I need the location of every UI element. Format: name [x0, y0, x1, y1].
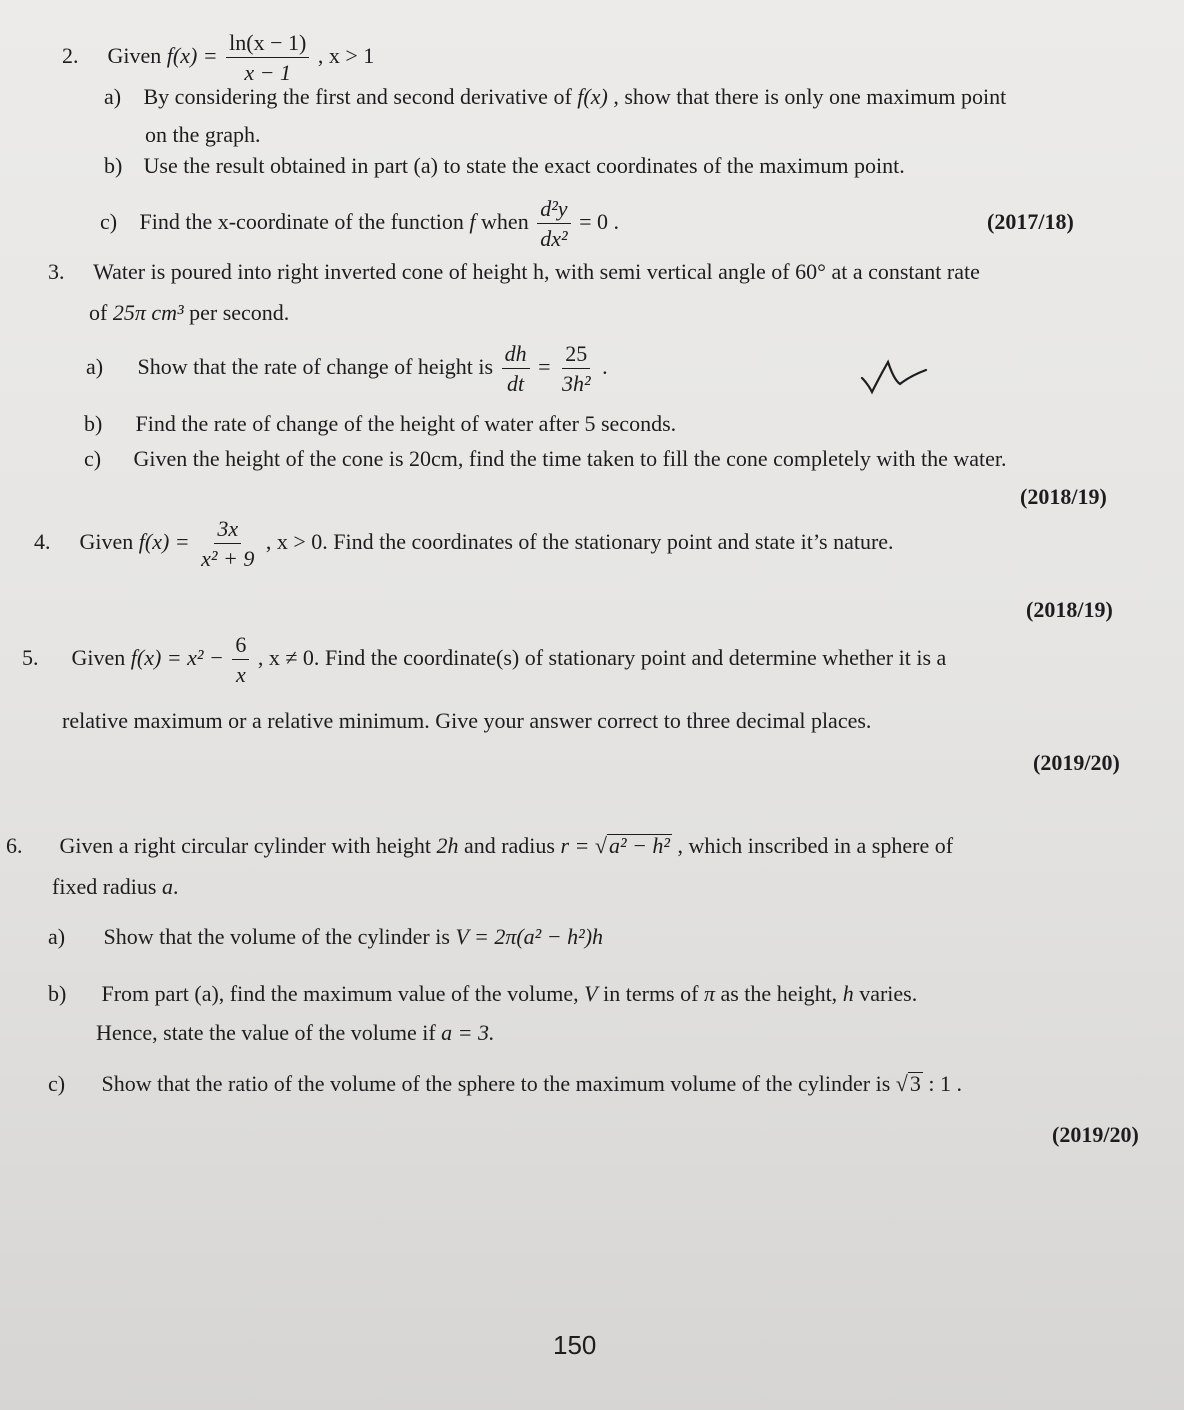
q2-stem — [62, 30, 374, 86]
q6c-label: c) — [48, 1071, 66, 1096]
q4-stem — [34, 516, 894, 572]
q2a — [104, 86, 1006, 108]
q3-text-end: at a constant rate — [831, 259, 980, 284]
q3a-numerator: dh — [502, 341, 530, 369]
q6-and-radius: and radius — [463, 833, 555, 858]
q6-number: 6. — [6, 833, 23, 858]
q3a-label: a) — [86, 353, 104, 379]
q6-a: a — [161, 874, 173, 899]
q2-fraction — [226, 30, 309, 86]
q2c — [100, 196, 619, 252]
q6c-sqrt-sign: √ — [895, 1071, 908, 1096]
q6b-as-height: as the height, — [720, 981, 838, 1006]
q5-number: 5. — [22, 644, 39, 670]
q3-of: of — [89, 300, 108, 325]
q2-given: Given — [107, 42, 162, 68]
q5-text: Find the coordinate(s) of stationary point and determine whether it is a — [324, 644, 947, 670]
q3-rate: 25π cm³ — [112, 300, 184, 325]
q6-stem — [6, 834, 953, 857]
q3a-end: . — [602, 353, 608, 379]
handwritten-tick-mark — [858, 354, 930, 396]
q5-stem — [22, 632, 946, 688]
q4-fraction — [198, 516, 257, 572]
q3c-text: Given the height of the cone is 20cm, find the time taken to fill the cone completely with the water. — [133, 446, 1007, 471]
q2-numerator: ln(x − 1) — [226, 30, 309, 58]
q6-stem-cont — [52, 876, 178, 898]
q6-dot: . — [172, 874, 179, 899]
q2c-equals: = 0 . — [579, 208, 619, 234]
q3a-numerator-2: 25 — [562, 341, 590, 369]
q4-numerator: 3x — [214, 516, 241, 544]
q3a-fraction-1 — [502, 341, 530, 397]
q6b-varies: varies. — [859, 981, 918, 1006]
q6b-cont — [96, 1022, 495, 1044]
q2-year: (2017/18) — [987, 209, 1074, 234]
q3-per-second: per second. — [189, 300, 290, 325]
q2c-text: Find the x-coordinate of the function — [139, 208, 464, 234]
q3b-label: b) — [84, 411, 103, 436]
q4-given: Given — [79, 528, 134, 554]
q3b-text: Find the rate of change of the height of water after 5 seconds. — [135, 411, 677, 436]
q5-stem-cont: relative maximum or a relative minimum. Give your answer correct to three decimal places. — [62, 708, 872, 733]
q6-height: 2h — [436, 833, 459, 858]
q2a-text: By considering the first and second derivative of — [143, 84, 572, 109]
q6b-h: h — [842, 981, 854, 1006]
q2c-label: c) — [100, 208, 118, 234]
q2c-f: f — [469, 208, 476, 234]
q6c-sqrt-value: 3 — [909, 1071, 921, 1096]
q4-fx: f(x) = — [138, 528, 190, 554]
q6b-pi: π — [703, 981, 715, 1006]
q2b-text: Use the result obtained in part (a) to state the exact coordinates of the maximum point. — [143, 153, 905, 178]
q2c-denominator: dx² — [540, 226, 568, 252]
q5-numerator: 6 — [232, 632, 249, 660]
q4-denominator: x² + 9 — [201, 546, 255, 572]
q3c-label: c) — [84, 446, 102, 471]
q2b-label: b) — [104, 153, 123, 178]
q2c-when: when — [481, 208, 529, 234]
q5-given: Given — [71, 644, 126, 670]
q6-sqrt-expression: a² − h² — [608, 833, 671, 858]
q3-angle: 60° — [795, 259, 826, 284]
q2-condition: , x > 1 — [317, 42, 375, 68]
q6-text: Given a right circular cylinder with height — [59, 833, 431, 858]
q4-condition: , x > 0 — [265, 528, 323, 554]
q6-fixed-radius: fixed radius — [52, 874, 157, 899]
q3a-text: Show that the rate of change of height is — [137, 353, 494, 379]
q5-fraction — [232, 632, 249, 688]
q6b — [48, 983, 917, 1005]
q3-text: Water is poured into right inverted cone of height h, with semi vertical angle of — [93, 259, 790, 284]
q6c-text: Show that the ratio of the volume of the sphere to the maximum volume of the cylinder is — [101, 1071, 891, 1096]
q6b-label: b) — [48, 981, 67, 1006]
q2a-text-end: , show that there is only one maximum point — [613, 84, 1007, 109]
q2c-fraction — [537, 196, 570, 252]
q5-condition: , x ≠ 0. — [257, 644, 320, 670]
q5-denominator: x — [235, 662, 246, 688]
q3-stem-cont — [89, 302, 289, 324]
q6-r-equals: r = — [560, 833, 590, 858]
q3a-fraction-2 — [559, 341, 594, 397]
q6c-ratio: : 1 . — [928, 1071, 962, 1096]
q2-denominator: x − 1 — [244, 60, 292, 86]
q6a — [48, 926, 603, 948]
q3-stem — [48, 261, 980, 283]
q6b-v: V — [584, 981, 598, 1006]
page-number: 150 — [553, 1330, 597, 1360]
q6a-label: a) — [48, 924, 66, 949]
q3b — [84, 413, 676, 435]
q4-year: (2018/19) — [1026, 597, 1113, 622]
q6b-condition: a = 3. — [441, 1020, 495, 1045]
q2-number: 2. — [62, 42, 79, 68]
q5-fx: f(x) = x² − — [130, 644, 224, 670]
q3a-denominator-2: 3h² — [562, 371, 591, 397]
q3-number: 3. — [48, 259, 65, 284]
q6a-text: Show that the volume of the cylinder is — [103, 924, 450, 949]
q3a — [86, 341, 608, 397]
q6b-hence: Hence, state the value of the volume if — [96, 1020, 436, 1045]
q6a-formula: V = 2π(a² − h²)h — [455, 924, 604, 949]
q4-number: 4. — [34, 528, 51, 554]
q3-year: (2018/19) — [1020, 484, 1107, 509]
q2a-fx: f(x) — [577, 84, 608, 109]
q5-year: (2019/20) — [1033, 750, 1120, 775]
q6b-in-terms-of: in terms of — [603, 981, 699, 1006]
q4-text: . Find the coordinates of the stationary point and state it’s nature. — [322, 528, 894, 554]
q6b-text: From part (a), find the maximum value of the volume, — [101, 981, 579, 1006]
q2a-label: a) — [104, 84, 122, 109]
q2b — [104, 155, 905, 177]
q2c-numerator: d²y — [537, 196, 570, 224]
q6-year: (2019/20) — [1052, 1122, 1139, 1147]
q3a-equals: = — [538, 353, 551, 379]
q2-fx: f(x) = — [166, 42, 218, 68]
q6-text-end: , which inscribed in a sphere of — [677, 833, 954, 858]
q6-sqrt-sign: √ — [594, 833, 607, 858]
q3c — [84, 448, 1007, 470]
q6c — [48, 1072, 962, 1095]
q2a-cont: on the graph. — [145, 122, 261, 147]
q3a-denominator: dt — [507, 371, 525, 397]
